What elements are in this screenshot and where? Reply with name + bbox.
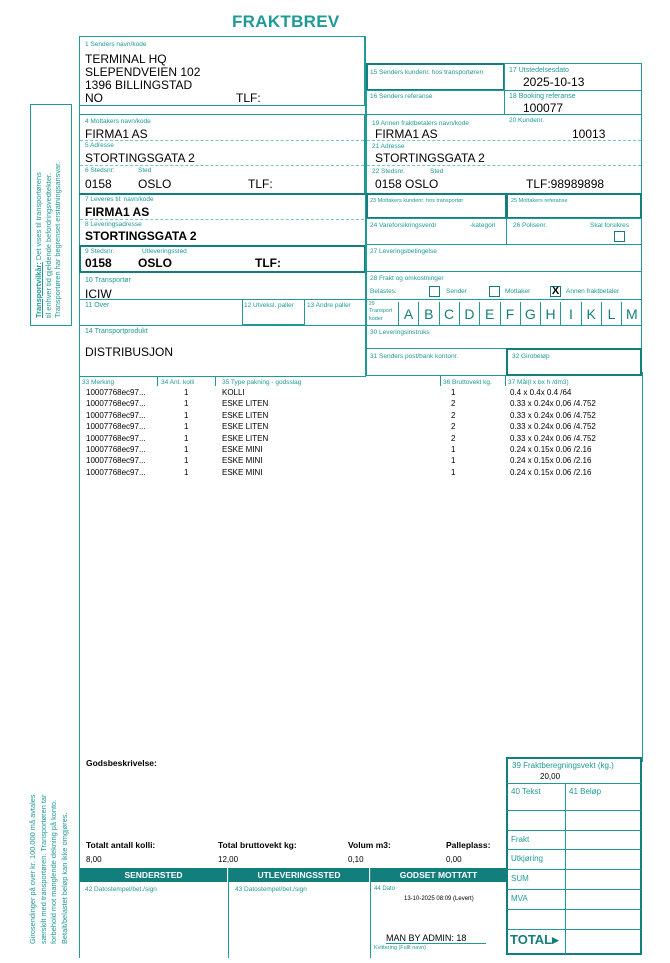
receiver-postcode: 0158 [85, 177, 112, 191]
page-title: FRAKTBREV [232, 12, 340, 31]
total-weight: 12,00 [218, 855, 239, 864]
goods-weight: 2 [451, 422, 456, 432]
goods-weight: 1 [451, 456, 456, 466]
other-payer: FIRMA1 AS [375, 127, 438, 141]
goods-qty: 1 [184, 388, 189, 397]
goods-dims: 0.4 x 0.4x 0.4 /64 [510, 388, 572, 397]
transport-code-m: M [621, 302, 641, 326]
issue-date: 2025-10-13 [523, 75, 585, 89]
goods-dims: 0.33 x 0.24x 0.06 /4.752 [510, 399, 596, 409]
carrier: ICIW [85, 287, 112, 301]
goods-qty: 1 [184, 422, 189, 432]
giro-note: Girosendinger på over kr. 100.000 må avtales særskilt med transportøren. Transportøren tar forbehold mot manglende dekning på konto. Betalt/belastet beløp kan ikke omgjøres. [28, 794, 69, 944]
transport-code-c: C [439, 302, 459, 326]
customer-number: 10013 [572, 127, 606, 141]
band-received: GODSET MOTTATT [371, 868, 506, 882]
receiver-place: OSLO [138, 177, 172, 191]
transport-terms-note: Transportvilkår: Det vises til transportørens til enhver tid gjeldende befordringsvedtekter. Transportøren har begrenset erstatningsansvar. [34, 161, 63, 318]
charge-sender-checkbox[interactable] [429, 286, 440, 297]
transport-code-g: G [520, 302, 540, 326]
goods-dims: 0.24 x 0.15x 0.06 /2.16 [510, 467, 592, 477]
charge-other-checkbox[interactable]: X [551, 285, 560, 297]
transport-code-h: H [540, 302, 560, 326]
goods-mark: 10007768ec97... [86, 399, 146, 409]
total-colli: 8,00 [86, 855, 102, 864]
band-delivery: UTLEVERINGSSTED [229, 868, 369, 882]
goods-mark: 10007768ec97... [86, 445, 146, 454]
goods-qty: 1 [184, 456, 189, 466]
goods-mark: 10007768ec97... [86, 433, 146, 443]
goods-dims: 0.24 x 0.15x 0.06 /2.16 [510, 456, 592, 466]
transport-code-e: E [479, 302, 499, 326]
transport-code-i: I [560, 302, 580, 326]
insure-checkbox[interactable] [614, 231, 625, 242]
goods-type: ESKE LITEN [222, 422, 269, 432]
pallet: 0,00 [446, 855, 462, 864]
receipt-name: MAN BY ADMIN: 18 [386, 933, 486, 944]
goods-mark: 10007768ec97... [86, 388, 146, 397]
receiver-name: FIRMA1 AS [85, 127, 148, 141]
sender-address: SLEPENDVEIEN 102 [85, 65, 201, 79]
transport-product: DISTRIBUSJON [85, 345, 174, 359]
delivery-place-box [79, 245, 366, 273]
transport-code-k: K [581, 302, 601, 326]
band-sender: SENDERSTED [80, 868, 227, 882]
goods-type: ESKE LITEN [222, 433, 269, 443]
goods-weight: 2 [451, 399, 456, 409]
delivery-address: STORTINGSGATA 2 [85, 229, 197, 243]
goods-type: ESKE MINI [222, 445, 263, 454]
delivery-name: FIRMA1 AS [85, 205, 150, 219]
goods-weight: 1 [451, 388, 456, 397]
delivery-postcode: 0158 [85, 256, 112, 270]
chargeable-weight: 20,00 [540, 772, 561, 781]
goods-mark: 10007768ec97... [86, 467, 146, 477]
goods-weight: 1 [451, 445, 456, 454]
transport-code-f: F [500, 302, 520, 326]
goods-dims: 0.33 x 0.24x 0.06 /4.752 [510, 422, 596, 432]
goods-type: ESKE LITEN [222, 410, 269, 420]
sender-phone: TLF: [236, 91, 261, 105]
goods-dims: 0.33 x 0.24x 0.06 /4.752 [510, 410, 596, 420]
goods-qty: 1 [184, 433, 189, 443]
goods-weight: 1 [451, 467, 456, 477]
sender-name: TERMINAL HQ [85, 52, 167, 66]
goods-qty: 1 [184, 445, 189, 454]
goods-qty: 1 [184, 399, 189, 409]
goods-dims: 0.33 x 0.24x 0.06 /4.752 [510, 433, 596, 443]
goods-mark: 10007768ec97... [86, 422, 146, 432]
sender-postal: 1396 BILLINGSTAD [85, 78, 193, 92]
transport-code-d: D [459, 302, 479, 326]
goods-type: ESKE MINI [222, 467, 263, 477]
goods-mark: 10007768ec97... [86, 456, 146, 466]
charge-receiver-checkbox[interactable] [489, 286, 500, 297]
goods-mark: 10007768ec97... [86, 410, 146, 420]
booking-ref: 100077 [523, 101, 564, 115]
goods-type: ESKE MINI [222, 456, 263, 466]
transport-code-a: A [398, 302, 418, 326]
goods-type: ESKE LITEN [222, 399, 269, 409]
transport-code-l: L [601, 302, 621, 326]
total-label: TOTAL▸ [510, 932, 559, 947]
goods-weight: 2 [451, 433, 456, 443]
volume: 0,10 [348, 855, 364, 864]
goods-type: KOLLI [222, 388, 245, 397]
goods-dims: 0.24 x 0.15x 0.06 /2.16 [510, 445, 592, 454]
receiver-address: STORTINGSGATA 2 [85, 151, 195, 165]
delivery-place: OSLO [138, 256, 173, 270]
goods-qty: 1 [184, 467, 189, 477]
goods-qty: 1 [184, 410, 189, 420]
transport-code-b: B [418, 302, 438, 326]
sender-country: NO [85, 91, 103, 105]
goods-weight: 2 [451, 410, 456, 420]
